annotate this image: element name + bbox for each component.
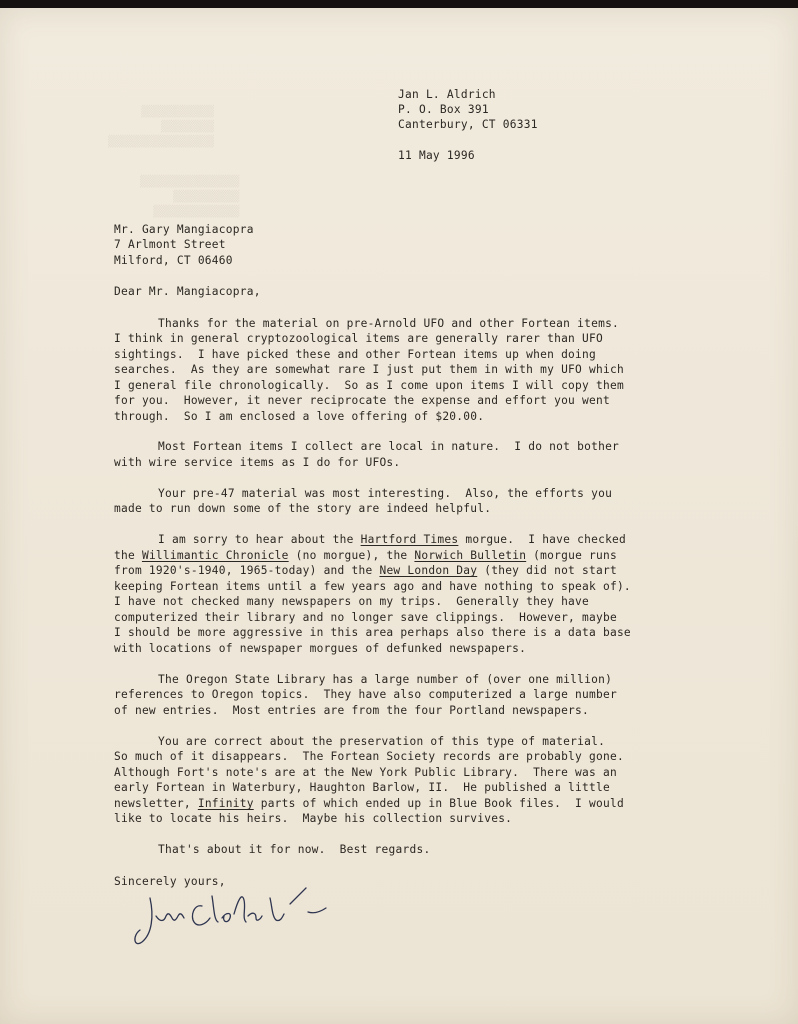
text-line: Thanks for the material on pre-Arnold UFO and other Fortean items. bbox=[158, 317, 620, 330]
sender-name: Jan L. Aldrich bbox=[398, 88, 496, 101]
newspaper-title-new-london-day: New London Day bbox=[379, 564, 478, 577]
text-line: with wire service items as I do for UFOs. bbox=[114, 456, 401, 469]
text-line: early Fortean in Waterbury, Haughton Barlow, II. He published a little bbox=[114, 781, 610, 794]
letter-date: 11 May 1996 bbox=[398, 149, 475, 162]
paragraph-7: That's about it for now. Best regards. bbox=[158, 843, 431, 856]
recipient-street: 7 Arlmont Street bbox=[114, 238, 226, 251]
text-line: references to Oregon topics. They have also computerized a large number bbox=[114, 688, 617, 701]
text-segment: the bbox=[114, 549, 142, 562]
handwritten-signature-icon bbox=[130, 876, 340, 950]
text-line: of new entries. Most entries are from the four Portland newspapers. bbox=[114, 704, 590, 717]
text-segment: (no morgue), the bbox=[288, 549, 415, 562]
text-line: I have not checked many newspapers on my trips. Generally they have bbox=[114, 595, 590, 608]
text-line: keeping Fortean items until a few years ago and have nothing to speak of). bbox=[114, 580, 631, 593]
text-line: I should be more aggressive in this area perhaps also there is a data base bbox=[114, 626, 631, 639]
text-segment: I am sorry to hear about the bbox=[158, 533, 361, 546]
text-segment: morgue. I have checked bbox=[458, 533, 627, 546]
text-line: computerized their library and no longer save clippings. However, maybe bbox=[114, 611, 617, 624]
text-line bbox=[114, 548, 714, 563]
recipient-name: Mr. Gary Mangiacopra bbox=[114, 223, 254, 236]
recipient-city: Milford, CT 06460 bbox=[114, 254, 233, 267]
newsletter-title-infinity: Infinity bbox=[197, 797, 254, 810]
bleed-through-shadow: ▒▒▒▒▒▒▒▒▒▒▒ ▒▒▒▒▒▒▒▒ ▒▒▒▒▒▒▒▒▒▒▒▒▒▒▒▒ bbox=[108, 105, 214, 148]
text-line: I general file chronologically. So as I come upon items I will copy them bbox=[114, 379, 624, 392]
text-line: The Oregon State Library has a large number of (over one million) bbox=[158, 673, 613, 686]
newspaper-title-willimantic-chronicle: Willimantic Chronicle bbox=[141, 549, 289, 562]
text-line bbox=[114, 563, 714, 578]
scanner-top-edge bbox=[0, 0, 798, 8]
text-line: made to run down some of the story are indeed helpful. bbox=[114, 502, 492, 515]
newspaper-title-hartford-times: Hartford Times bbox=[360, 533, 459, 546]
text-segment: (they did not start bbox=[477, 564, 617, 577]
text-line: like to locate his heirs. Maybe his collection survives. bbox=[114, 812, 513, 825]
text-line: sightings. I have picked these and other Fortean items up when doing bbox=[114, 348, 596, 361]
text-segment: newsletter, bbox=[114, 797, 198, 810]
text-line: Most Fortean items I collect are local in nature. I do not bother bbox=[158, 440, 620, 453]
text-line bbox=[114, 532, 714, 547]
text-segment: from 1920's-1940, 1965-today) and the bbox=[114, 564, 380, 577]
text-line: Although Fort's note's are at the New York Public Library. There was an bbox=[114, 766, 617, 779]
text-line: So much of it disappears. The Fortean Society records are probably gone. bbox=[114, 750, 624, 763]
text-segment: (morgue runs bbox=[526, 549, 617, 562]
text-line: I think in general cryptozoological items are generally rarer than UFO bbox=[114, 332, 603, 345]
bleed-through-shadow: ▒▒▒▒▒▒▒▒▒▒▒▒▒▒▒ ▒▒▒▒▒▒▒▒▒▒ ▒▒▒▒▒▒▒▒▒▒▒▒▒ bbox=[140, 175, 240, 218]
letter-page bbox=[0, 8, 798, 1024]
newspaper-title-norwich-bulletin: Norwich Bulletin bbox=[414, 549, 527, 562]
text-line: Your pre-47 material was most interesting. Also, the efforts you bbox=[158, 487, 613, 500]
text-line bbox=[114, 796, 714, 811]
salutation: Dear Mr. Mangiacopra, bbox=[114, 285, 261, 298]
text-line: with locations of newspaper morgues of defunked newspapers. bbox=[114, 642, 527, 655]
sender-address-line-1: P. O. Box 391 bbox=[398, 103, 489, 116]
text-line: for you. However, it never reciprocate the expense and effort you went bbox=[114, 394, 610, 407]
text-line: You are correct about the preservation of this type of material. bbox=[158, 735, 606, 748]
sender-address-line-2: Canterbury, CT 06331 bbox=[398, 118, 538, 131]
text-segment: parts of which ended up in Blue Book files. I would bbox=[253, 797, 624, 810]
text-line: searches. As they are somewhat rare I just put them in with my UFO which bbox=[114, 363, 624, 376]
closing: Sincerely yours, bbox=[114, 875, 226, 888]
text-line: through. So I am enclosed a love offering of $20.00. bbox=[114, 410, 485, 423]
